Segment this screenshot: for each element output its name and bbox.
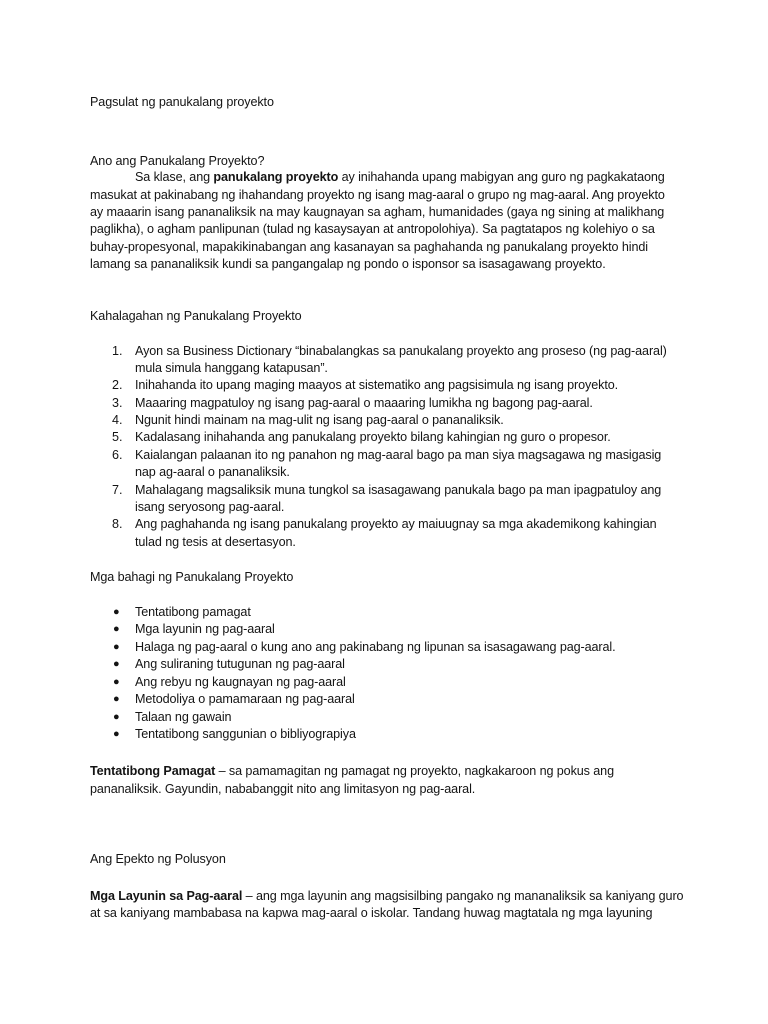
list-item-continuation: nap ag-aaral o pananaliksik.	[135, 465, 290, 479]
list-number: 1.	[112, 344, 123, 358]
list-item: Kadalasang inihahanda ang panukalang proyekto bilang kahingian ng guro o propesor.	[135, 430, 611, 444]
section-heading-kahalagahan: Kahalagahan ng Panukalang Proyekto	[90, 309, 302, 323]
paragraph-first-line	[135, 169, 665, 185]
list-item: Maaaring magpatuloy ng isang pag-aaral o maaaring lumikha ng bagong pag-aaral.	[135, 396, 593, 410]
bullet-item: Tentatibong sanggunian o bibliyograpiya	[135, 727, 356, 741]
paragraph-line: at sa kaniyang mambabasa na kapwa mag-aaral o iskolar. Tandang huwag magtatala ng mga layuning	[90, 906, 653, 920]
list-item: Ngunit hindi mainam na mag-ulit ng isang pag-aaral o pananaliksik.	[135, 413, 504, 427]
bullet-marker: ●	[113, 693, 120, 705]
list-item: Inihahanda ito upang maging maayos at sistematiko ang pagsisimula ng isang proyekto.	[135, 378, 619, 392]
bold-term: Tentatibong Pamagat	[90, 764, 216, 778]
list-item-continuation: tulad ng tesis at desertasyon.	[135, 535, 296, 549]
list-item: Ayon sa Business Dictionary “binabalangkas sa panukalang proyekto ang proseso (ng pag-aaral)	[135, 344, 667, 358]
list-number: 6.	[112, 448, 123, 462]
list-item: Kaialangan palaanan ito ng panahon ng mag-aaral bago pa man siya magsagawa ng masigasig	[135, 448, 662, 462]
bullet-marker: ●	[113, 728, 120, 740]
section-heading-epekto: Ang Epekto ng Polusyon	[90, 852, 226, 866]
list-item: Ang paghahanda ng isang panukalang proyekto ay maiuugnay sa mga akademikong kahingian	[135, 517, 657, 531]
bullet-marker: ●	[113, 641, 120, 653]
bullet-item: Talaan ng gawain	[135, 710, 232, 724]
section-heading-ano: Ano ang Panukalang Proyekto?	[90, 154, 265, 168]
paragraph-line: lamang sa pananaliksik kundi sa pangangalap ng pondo o isponsor sa isasagawang proyekto.	[90, 257, 606, 271]
bullet-item: Ang suliraning tutugunan ng pag-aaral	[135, 657, 345, 671]
list-number: 2.	[112, 378, 123, 392]
paragraph-text: – ang mga layunin ang magsisilbing pangako ng mananaliksik sa kaniyang guro	[242, 889, 684, 903]
section-heading-bahagi: Mga bahagi ng Panukalang Proyekto	[90, 570, 294, 584]
paragraph-text: – sa pamamagitan ng pamagat ng proyekto, nagkakaroon ng pokus ang	[215, 764, 614, 778]
list-number: 3.	[112, 396, 123, 410]
bullet-item: Ang rebyu ng kaugnayan ng pag-aaral	[135, 675, 346, 689]
paragraph-line: paglikha), o agham panlipunan (tulad ng kasaysayan at antropolohiya). Sa pagtatapos ng kolehiyo o sa	[90, 222, 655, 236]
bullet-marker: ●	[113, 676, 120, 688]
list-number: 5.	[112, 430, 123, 444]
bullet-marker: ●	[113, 658, 120, 670]
bullet-item: Mga layunin ng pag-aaral	[135, 622, 275, 636]
paragraph-line: pananaliksik. Gayundin, nababanggit nito ang limitasyon ng pag-aaral.	[90, 782, 476, 796]
list-item-continuation: mula simula hanggang katapusan”.	[135, 361, 328, 375]
bullet-marker: ●	[113, 711, 120, 723]
paragraph-line: buhay-propesyonal, mapakikinabangan ang kasanayan sa paghahanda ng panukalang proyekto hindi	[90, 240, 648, 254]
definition-paragraph	[90, 763, 614, 779]
list-item: Mahalagang magsaliksik muna tungkol sa isasagawang panukala bago pa man ipagpatuloy ang	[135, 483, 662, 497]
bullet-item: Metodoliya o pamamaraan ng pag-aaral	[135, 692, 355, 706]
bullet-item: Tentatibong pamagat	[135, 605, 251, 619]
paragraph-text: ay inihahanda upang mabigyan ang guro ng pagkakataong	[338, 170, 665, 184]
bullet-item: Halaga ng pag-aaral o kung ano ang pakinabang ng lipunan sa isasagawang pag-aaral.	[135, 640, 616, 654]
bold-term: Mga Layunin sa Pag-aaral	[90, 889, 243, 903]
definition-paragraph	[90, 888, 683, 904]
paragraph-line: masukat at pakinabang ng ihahandang proyekto ng isang mag-aaral o grupo ng mag-aaral. Ang proyekto	[90, 188, 665, 202]
paragraph-line: ay maaarin isang pananaliksik na may kaugnayan sa agham, humanidades (gaya ng sining at malikhang	[90, 205, 665, 219]
list-number: 7.	[112, 483, 123, 497]
bold-term: panukalang proyekto	[213, 170, 339, 184]
bullet-marker: ●	[113, 606, 120, 618]
list-item-continuation: isang seryosong pag-aaral.	[135, 500, 285, 514]
paragraph-text: Sa klase, ang	[135, 170, 214, 184]
document-title: Pagsulat ng panukalang proyekto	[90, 95, 274, 109]
bullet-marker: ●	[113, 623, 120, 635]
list-number: 8.	[112, 517, 123, 531]
list-number: 4.	[112, 413, 123, 427]
